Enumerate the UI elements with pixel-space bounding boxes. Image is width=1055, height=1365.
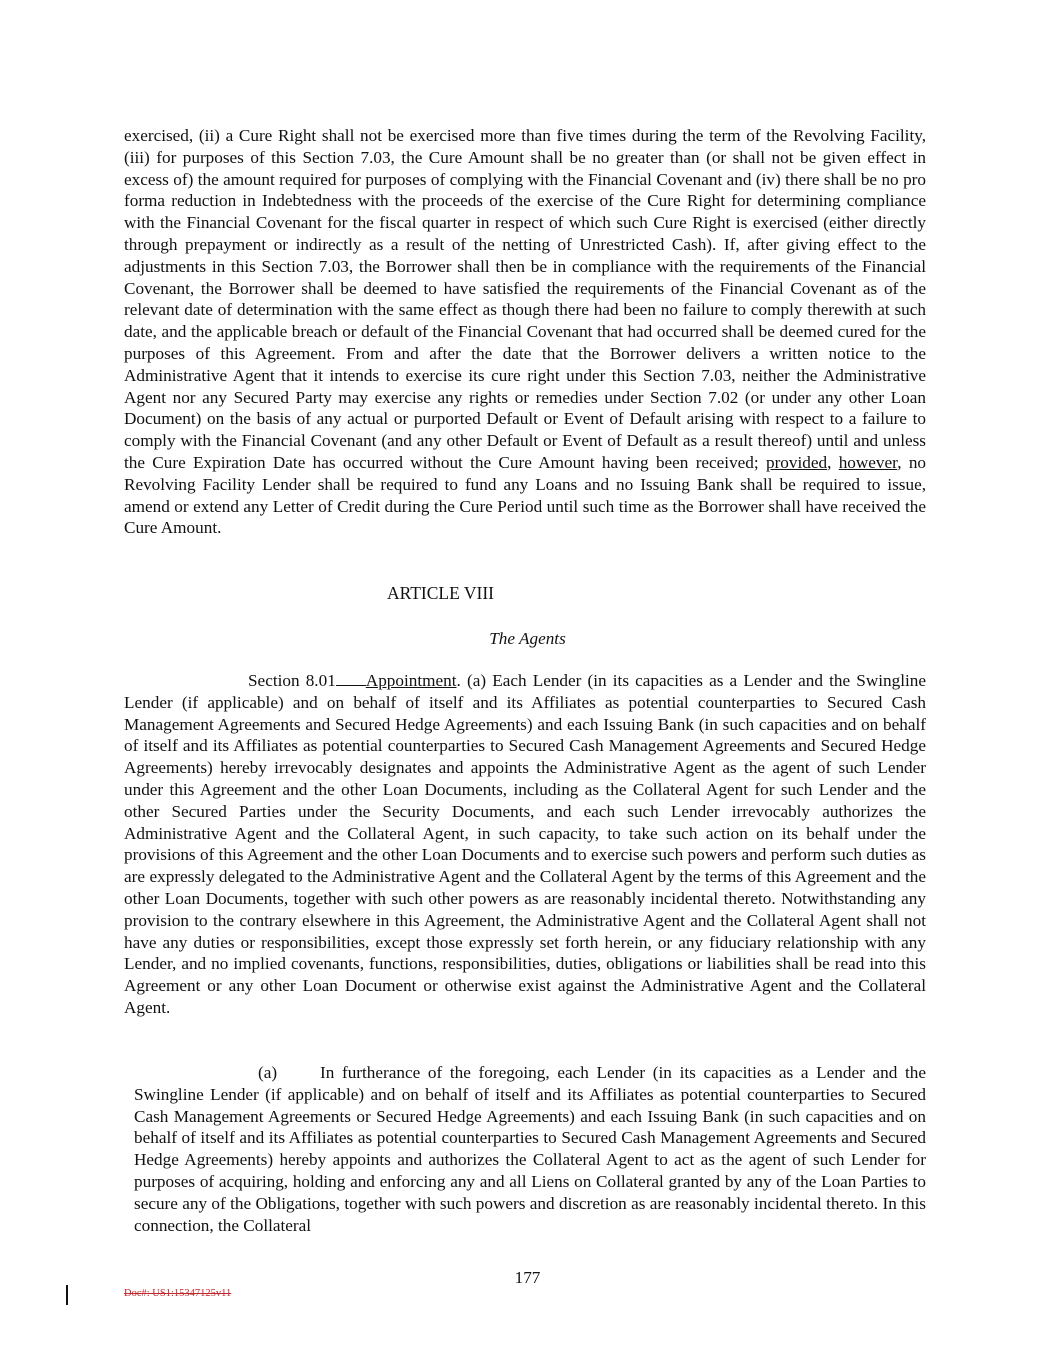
section-number: Section 8.01 [248,671,336,690]
section-8-01-paragraph: Section 8.01 Appointment. (a) Each Lender (in its capacities as a Lender and the Swingline Lender (if applicable) and on behalf of itself and its Affiliates as potential counterparties to Secured Cash Management Agreements and Secured Hedge Agreements) and each Issuing Bank (in such capacities and on behalf of itself and its Affiliates as potential counterparties to Secured Cash Management Agreements and Secured Hedge Agreements) hereby irrevocably designates and appoints the Administrative Agent as the agent of such Lender under this Agreement and the other Loan Documents, including as the Collateral Agent for such Lender and the other Secured Parties under the Security Documents, and each such Lender irrevocably authorizes the Administrative Agent and the Collateral Agent, in such capacity, to take such action on its behalf under the provisions of this Agreement and the other Loan Documents and to exercise such powers and perform such duties as are expressly delegated to the Administrative Agent and the Collateral Agent by the terms of this Agreement and the other Loan Documents, together with such other powers as are reasonably incidental thereto. Notwithstanding any provision to the contrary elsewhere in this Agreement, the Administrative Agent and the Collateral Agent shall not have any duties or responsibilities, except those expressly set forth herein, or any fiduciary relationship with any Lender, and no implied covenants, functions, responsibilities, duties, obligations or liabilities shall be read into this Agreement or any other Loan Document or otherwise exist against the Administrative Agent and the Collateral Agent. [124,671,926,1017]
section-caption: Appointment [365,671,457,690]
subsection-body: In furtherance of the foregoing, each Lender (in its capacities as a Lender and the Swingline Lender (if applicable) and on behalf of itself and its Affiliates as potential counterparties to Secured Cash Management Agreements or Secured Hedge Agreements) and each Issuing Bank (in such capacities and on behalf of itself and its Affiliates as potential counterparties to Secured Cash Management Agreements and Secured Hedge Agreements) hereby appoints and authorizes the Collateral Agent to act as the agent of such Lender for purposes of acquiring, holding and enforcing any and all Liens on Collateral granted by any of the Loan Parties to secure any of the Obligations, together with such powers and discretion as are reasonably incidental thereto. In this connection, the Collateral [134,1063,926,1235]
proviso-however: however [838,452,898,472]
continuation-paragraph: exercised, (ii) a Cure Right shall not be exercised more than five times during the term of the Revolving Facility, (iii) for purposes of this Section 7.03, the Cure Amount shall be no greater than (or shall not be given effect in excess of) the amount required for purposes of complying with the Financial Covenant and (iv) there shall be no pro forma reduction in Indebtedness with the proceeds of the exercise of the Cure Right for determining compliance with the Financial Covenant for the fiscal quarter in respect of which such Cure Right is exercised (either directly through prepayment or indirectly as a result of the netting of Unrestricted Cash). If, after giving effect to the adjustments in this Section 7.03, the Borrower shall then be in compliance with the requirements of the Financial Covenant, the Borrower shall be deemed to have satisfied the requirements of the Financial Covenant as of the relevant date of determination with the same effect as though there had been no failure to comply therewith at such date, and the applicable breach or default of the Financial Covenant that had occurred shall be deemed cured for the purposes of this Agreement. From and after the date that the Borrower delivers a written notice to the Administrative Agent that it intends to exercise its cure right under this Section 7.03, neither the Administrative Agent nor any Secured Party may exercise any rights or remedies under Section 7.02 (or under any other Loan Document) on the basis of any actual or purported Default or Event of Default arising with respect to a failure to comply with the Financial Covenant (and any other Default or Event of Default as a result thereof) until and unless the Cure Expiration Date has occurred without the Cure Amount having been received; provided, however, no Revolving Facility Lender shall be required to fund any Loans and no Issuing Bank shall be required to issue, amend or extend any Letter of Credit during the Cure Period until such time as the Borrower shall have received the Cure Amount. [124,126,926,538]
revision-change-bar [66,1285,68,1305]
section-underline-gap [336,670,366,686]
continuation-text: exercised, (ii) a Cure Right shall not be exercised more than five times during the term of the Revolving Facility, (iii) for purposes of this Section 7.03, the Cure Amount shall be no greater than (or shall not be given effect in excess of) the amount required for purposes of complying with the Financial Covenant and (iv) there shall be no pro forma reduction in Indebtedness with the proceeds of the exercise of the Cure Right for determining compliance with the Financial Covenant for the fiscal quarter in respect of which such Cure Right is exercised (either directly through prepayment or indirectly as a result of the netting of Unrestricted Cash). If, after giving effect to the adjustments in this Section 7.03, the Borrower shall then be in compliance with the requirements of the Financial Covenant, the Borrower shall be deemed to have satisfied the requirements of the Financial Covenant as of the relevant date of determination with the same effect as though there had been no failure to comply therewith at such date, and the applicable breach or default of the Financial Covenant that had occurred shall be deemed cured for the purposes of this Agreement. From and after the date that the Borrower delivers a written notice to the Administrative Agent that it intends to exercise its cure right under this Section 7.03, neither the Administrative Agent nor any Secured Party may exercise any rights or remedies under Section 7.02 (or under any other Loan Document) on the basis of any actual or purported Default or Event of Default arising with respect to a failure to comply with the Financial Covenant (and any other Default or Event of Default as a result thereof) until and unless the Cure Expiration Date has occurred without the Cure Amount having been received; [124,126,926,472]
subsection-label: (a) [258,1063,278,1082]
document-id-footer: Doc#: US1:15347125v11 [124,1288,232,1299]
article-heading [0,583,1055,605]
proviso-provided: provided [765,452,828,472]
subsection-a-paragraph [134,1062,926,1236]
page-number: 177 [514,1268,541,1287]
article-heading-text: ARTICLE VIII [386,583,494,603]
article-title: The Agents [489,629,566,648]
section-body: (a) Each Lender (in its capacities as a Lender and the Swingline Lender (if applicable) and on behalf of itself and its Affiliates as potential counterparties to Secured Cash Management Agreements and Secured Hedge Agreements) and each Issuing Bank (in such capacities and on behalf of itself and its Affiliates as potential counterparties to Secured Cash Management Agreements and Secured Hedge Agreements) hereby irrevocably designates and appoints the Administrative Agent as the agent of such Lender under this Agreement and the other Loan Documents, including as the Collateral Agent for such Lender and the other Secured Parties under the Security Documents, and each such Lender irrevocably authorizes the Administrative Agent and the Collateral Agent, in such capacity, to take such action on its behalf under the provisions of this Agreement and the other Loan Documents and to exercise such powers and perform such duties as are expressly delegated to the Administrative Agent and the Collateral Agent by the terms of this Agreement and the other Loan Documents, together with such other powers as are reasonably incidental thereto. Notwithstanding any provision to the contrary elsewhere in this Agreement, the Administrative Agent and the Collateral Agent shall not have any duties or responsibilities, except those expressly set forth herein, or any fiduciary relationship with any Lender, and no implied covenants, functions, responsibilities, duties, obligations or liabilities shall be read into this Agreement or any other Loan Document or otherwise exist against the Administrative Agent and the Collateral Agent. [124,671,926,1017]
continuation-tail: no Revolving Facility Lender shall be required to fund any Loans and no Issuing Bank shall be required to issue, amend or extend any Letter of Credit during the Cure Period until such time as the Borrower shall have received the Cure Amount. [124,452,926,538]
